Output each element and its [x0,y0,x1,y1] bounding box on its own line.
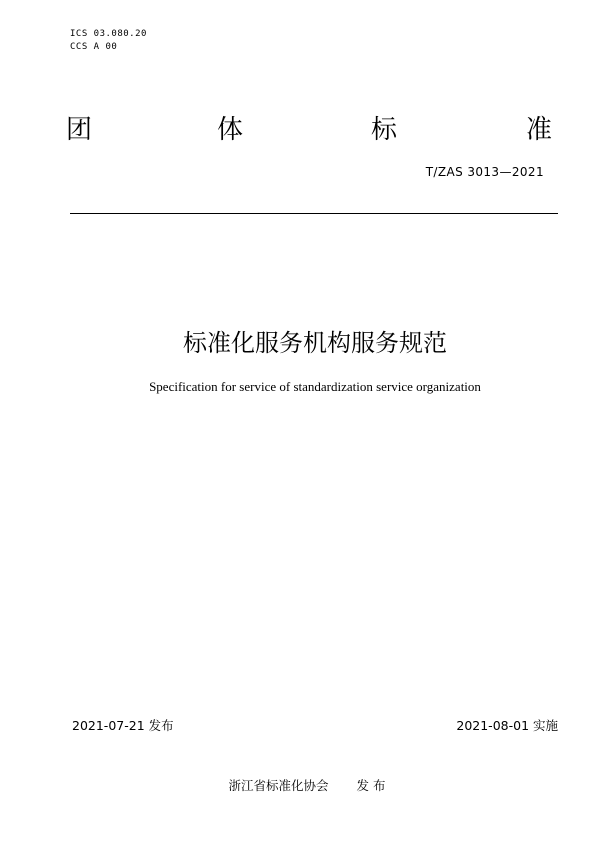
standard-type-char: 标 [371,115,398,145]
standard-type-char: 准 [526,115,553,145]
publisher-org: 浙江省标准化协会 [228,778,329,793]
ccs-code: CCS A 00 [70,42,118,52]
document-title-en: Specification for service of standardization service organization [149,379,481,394]
implementation-date: 2021-08-01 实施 [456,718,558,733]
issue-date: 2021-07-21 发布 [72,718,174,733]
standard-number: T/ZAS 3013—2021 [425,165,544,179]
document-title-cn: 标准化服务机构服务规范 [183,329,447,357]
ics-code: ICS 03.080.20 [70,29,147,39]
standard-type-char: 体 [217,115,244,145]
standard-type-heading [66,112,556,148]
classification-block [70,28,147,54]
standard-type-char: 团 [66,115,93,145]
publisher-action: 发 布 [356,778,386,793]
header-divider [70,213,558,214]
publisher-line [0,776,600,794]
